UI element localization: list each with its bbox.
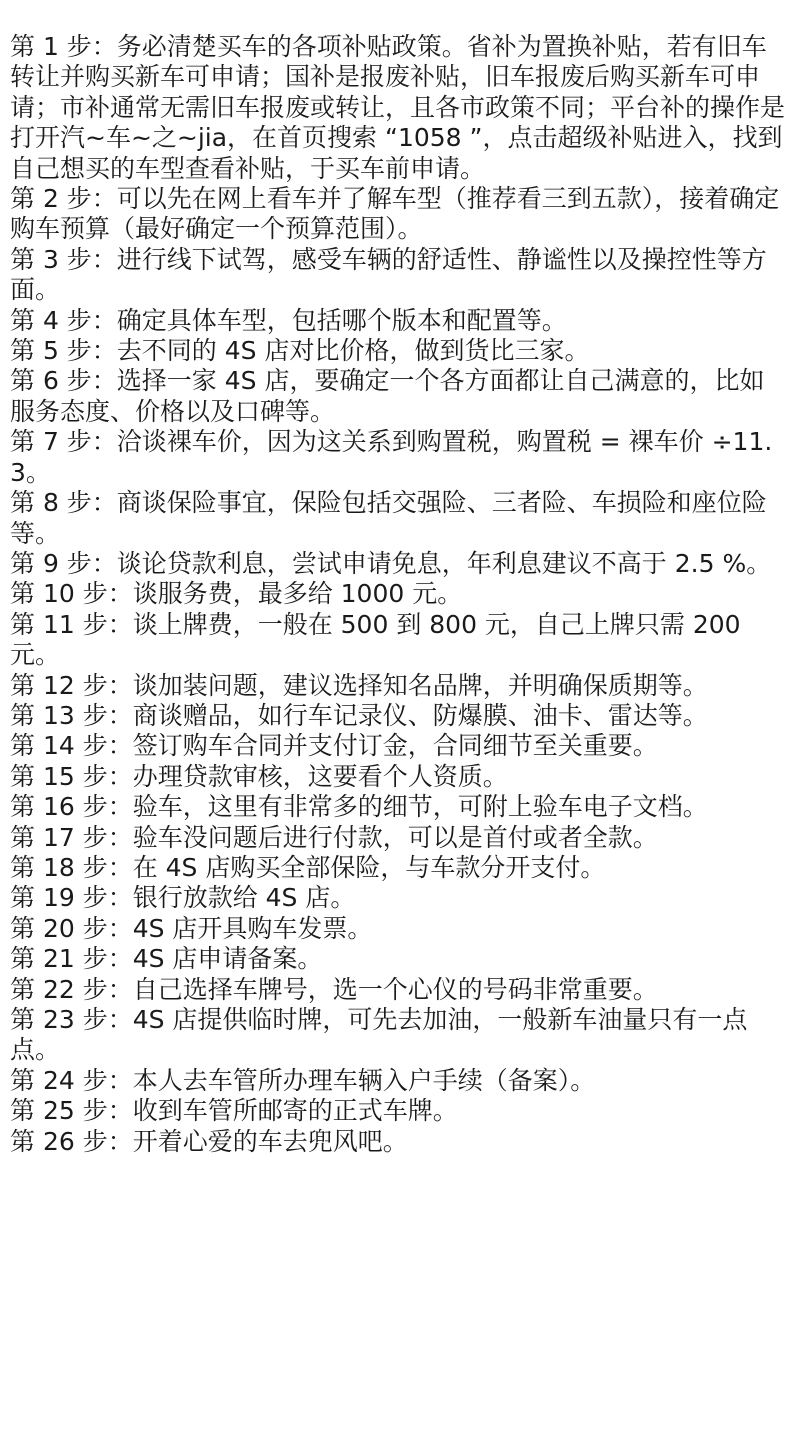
step-1: 第 1 步：务必清楚买车的各项补贴政策。省补为置换补贴，若有旧车转让并购买新车可申请；国补是报废补贴，旧车报废后购买新车可申请；市补通常无需旧车报废或转让，且各市政策不同；平台补的操作是打开汽~车~之~jia，在首页搜索 “1058 ”，点击超级补贴进入，找到自己想买的车型查看补贴，于买车前申请。 [10, 32, 786, 183]
step-10: 第 10 步：谈服务费，最多给 1000 元。 [10, 579, 463, 609]
step-7: 第 7 步：洽谈裸车价，因为这关系到购置税，购置税 = 裸车价 ÷11.3。 [10, 427, 773, 487]
step-6: 第 6 步：选择一家 4S 店，要确定一个各方面都让自己满意的，比如服务态度、价格以及口碑等。 [10, 366, 765, 426]
step-12: 第 12 步：谈加装问题，建议选择知名品牌，并明确保质期等。 [10, 670, 708, 700]
step-17: 第 17 步：验车没问题后进行付款，可以是首付或者全款。 [10, 822, 658, 852]
step-14: 第 14 步：签订购车合同并支付订金，合同细节至关重要。 [10, 731, 658, 761]
step-3: 第 3 步：进行线下试驾，感受车辆的舒适性、静谧性以及操控性等方面。 [10, 244, 767, 305]
step-24: 第 24 步：本人去车管所办理车辆入户手续（备案）。 [10, 1065, 596, 1095]
step-18: 第 18 步：在 4S 店购买全部保险，与车款分开支付。 [10, 852, 606, 882]
step-26: 第 26 步：开着心爱的车去兜风吧。 [10, 1126, 408, 1156]
step-21: 第 21 步：4S 店申请备案。 [10, 944, 323, 974]
step-13: 第 13 步：商谈赠品，如行车记录仪、防爆膜、油卡、雷达等。 [10, 700, 708, 730]
steps-list [10, 32, 788, 1157]
step-19: 第 19 步：银行放款给 4S 店。 [10, 883, 356, 913]
step-16: 第 16 步：验车，这里有非常多的细节，可附上验车电子文档。 [10, 792, 708, 822]
step-5: 第 5 步：去不同的 4S 店对比价格，做到货比三家。 [10, 336, 590, 366]
step-9: 第 9 步：谈论贷款利息，尝试申请免息，年利息建议不高于 2.5 %。 [10, 548, 772, 578]
step-11: 第 11 步：谈上牌费，一般在 500 到 800 元，自己上牌只需 200 元。 [10, 609, 741, 670]
step-23: 第 23 步：4S 店提供临时牌，可先去加油，一般新车油量只有一点点。 [10, 1005, 748, 1065]
step-2: 第 2 步：可以先在网上看车并了解车型（推荐看三到五款），接着确定购车预算（最好确定一个预算范围）。 [10, 184, 780, 244]
step-4: 第 4 步：确定具体车型，包括哪个版本和配置等。 [10, 305, 567, 335]
step-22: 第 22 步：自己选择车牌号，选一个心仪的号码非常重要。 [10, 974, 658, 1004]
step-15: 第 15 步：办理贷款审核，这要看个人资质。 [10, 761, 508, 791]
step-8: 第 8 步：商谈保险事宜，保险包括交强险、三者险、车损险和座位险等。 [10, 488, 767, 548]
step-25: 第 25 步：收到车管所邮寄的正式车牌。 [10, 1096, 458, 1126]
step-20: 第 20 步：4S 店开具购车发票。 [10, 913, 373, 943]
